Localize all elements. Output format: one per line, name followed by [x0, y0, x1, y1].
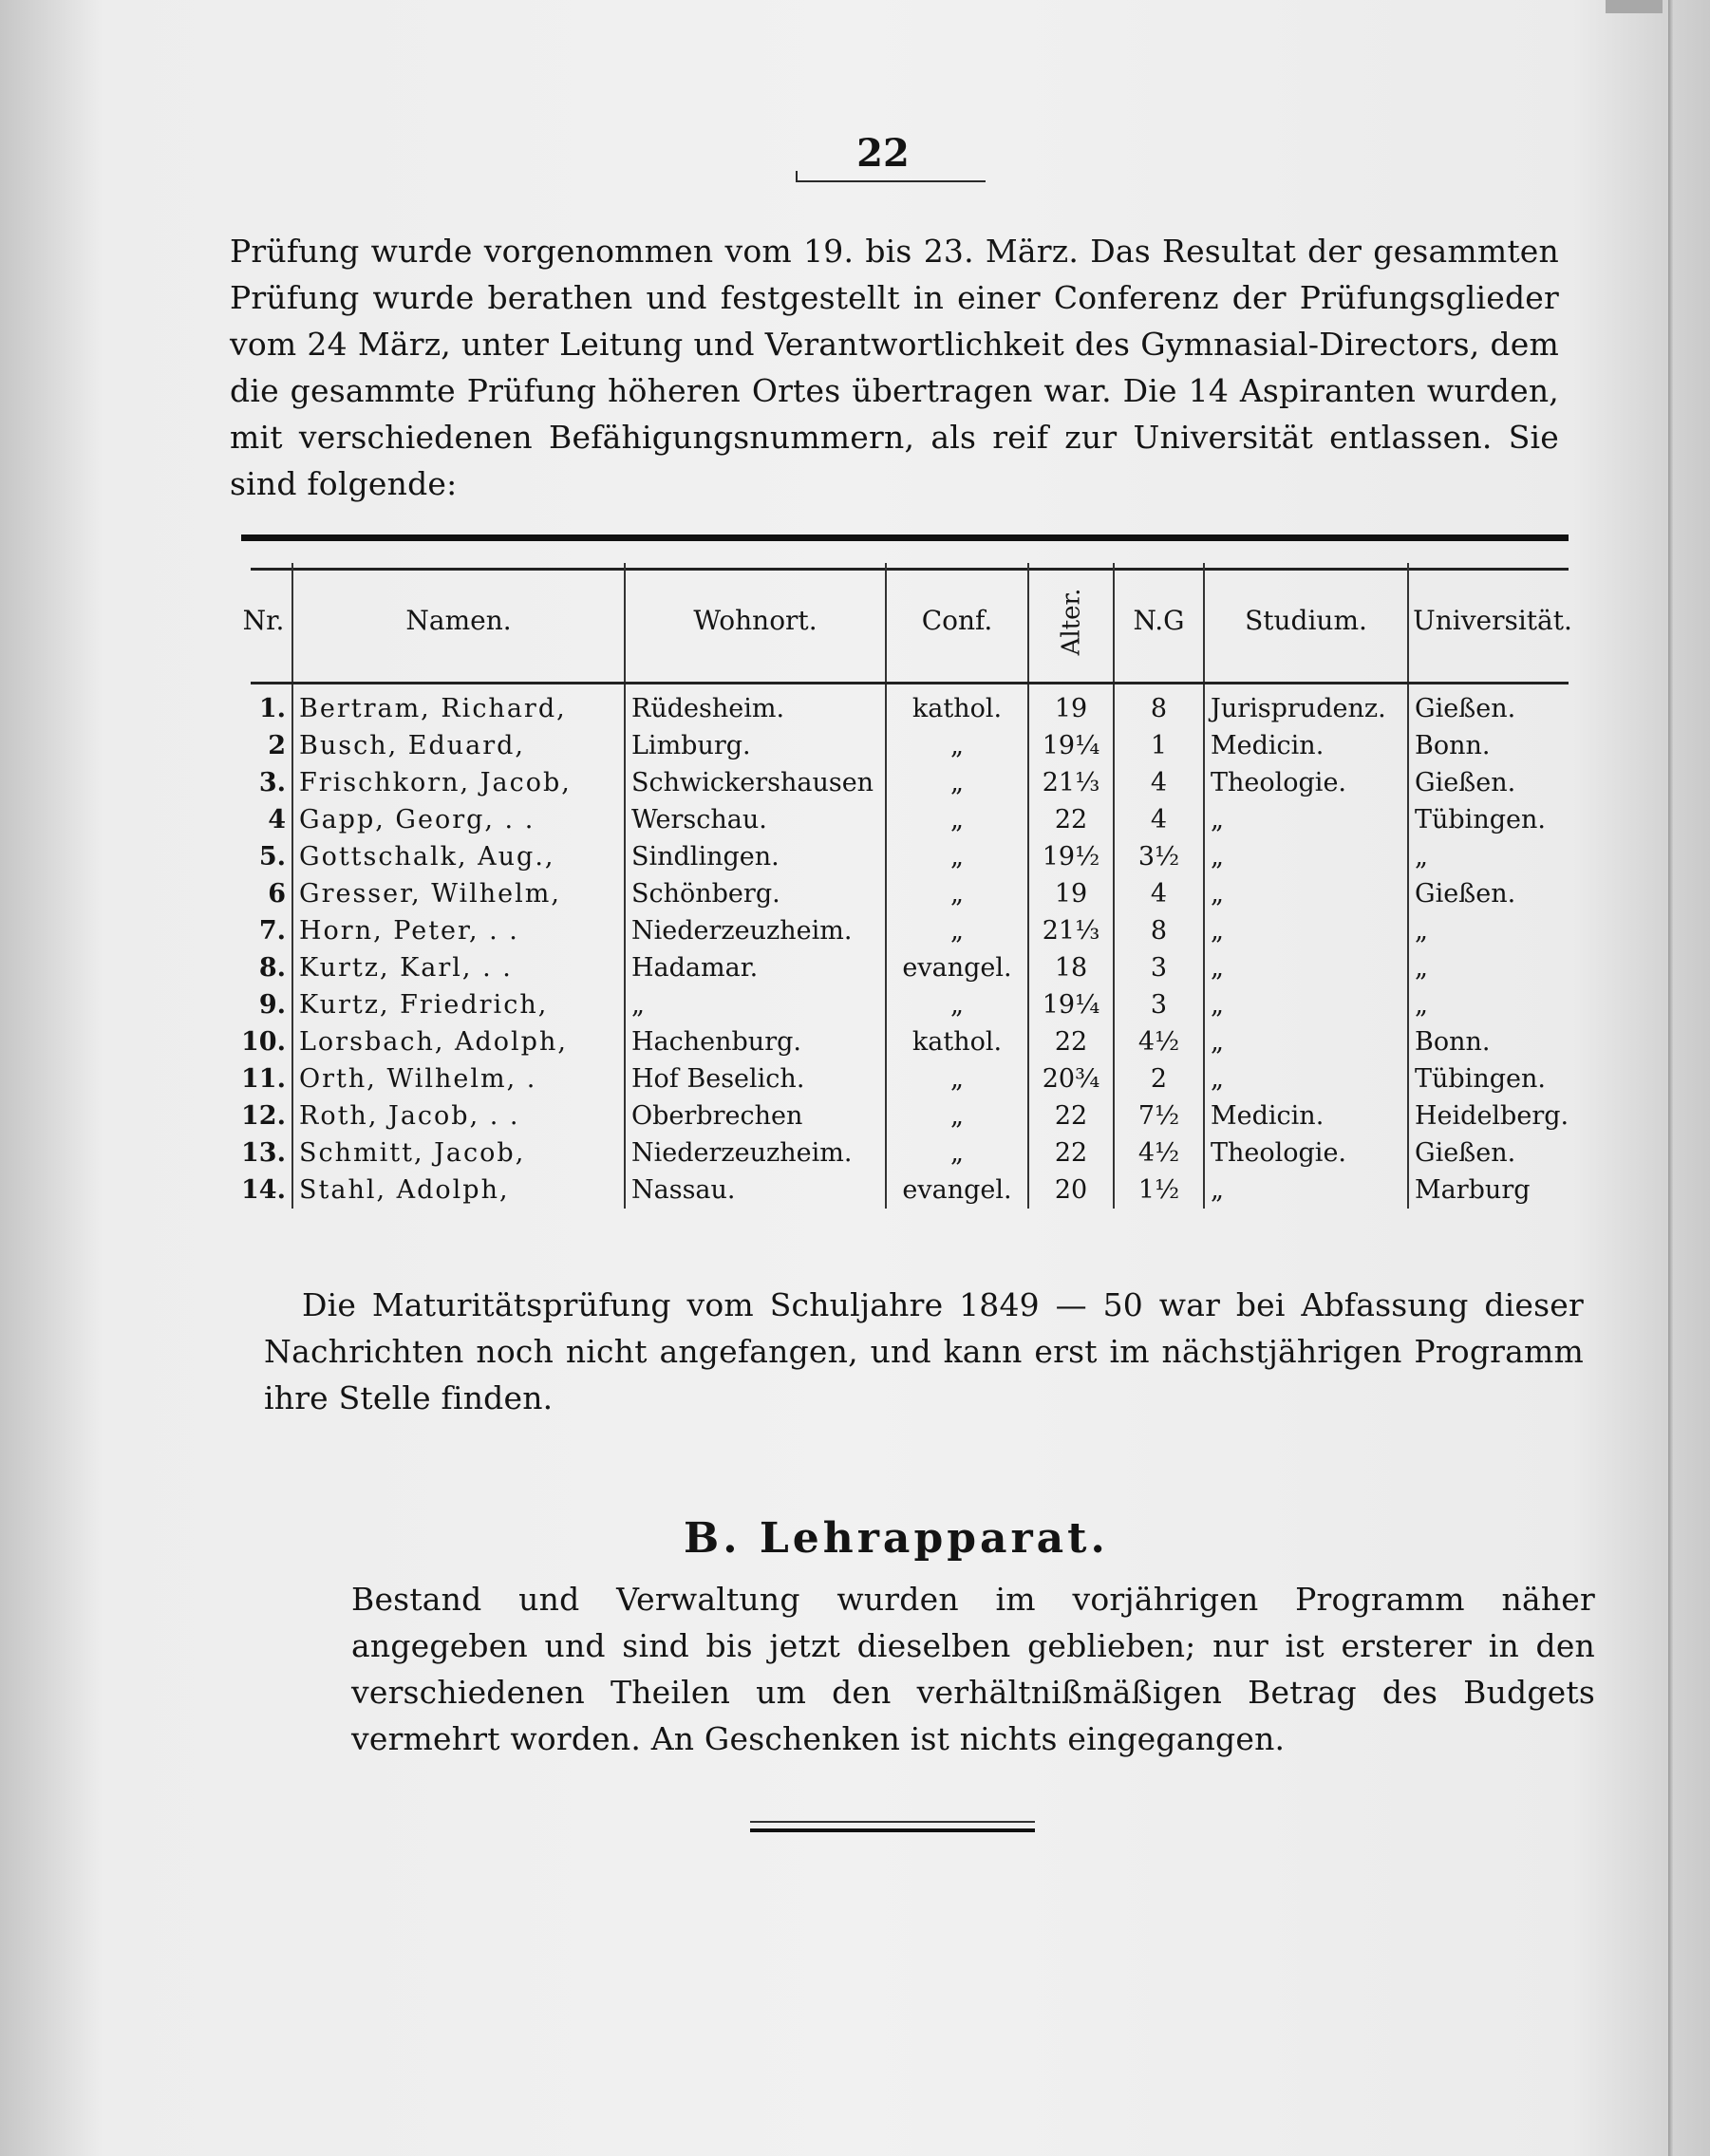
- row-conf: „: [886, 1134, 1028, 1172]
- row-wohnort: Hof Beselich.: [625, 1060, 886, 1097]
- row-alter: 19: [1028, 677, 1114, 727]
- row-ng: 4: [1114, 875, 1204, 912]
- table-row: [235, 1134, 1576, 1172]
- row-name: Gapp, Georg, . .: [292, 801, 625, 838]
- row-universitaet: Heidelberg.: [1408, 1097, 1576, 1134]
- row-wohnort: Schönberg.: [625, 875, 886, 912]
- row-studium: „: [1204, 949, 1408, 986]
- row-universitaet: Gießen.: [1408, 764, 1576, 801]
- table-row: [235, 1060, 1576, 1097]
- header-alter-label: Alter.: [1056, 588, 1085, 655]
- row-universitaet: Tübingen.: [1408, 1060, 1576, 1097]
- row-nr: 5.: [258, 842, 286, 872]
- row-conf: kathol.: [886, 677, 1028, 727]
- row-wohnort: „: [625, 986, 886, 1023]
- row-conf: evangel.: [886, 949, 1028, 986]
- row-wohnort: Schwickershausen: [625, 764, 886, 801]
- row-alter: 21⅓: [1028, 912, 1114, 949]
- row-name: Kurtz, Friedrich,: [292, 986, 625, 1023]
- row-name: Gresser, Wilhelm,: [292, 875, 625, 912]
- row-name: Orth, Wilhelm, .: [292, 1060, 625, 1097]
- row-ng: 8: [1114, 677, 1204, 727]
- row-alter: 19¼: [1028, 986, 1114, 1023]
- row-wohnort: Nassau.: [625, 1172, 886, 1209]
- table-header-row: [235, 563, 1576, 677]
- row-name: Frischkorn, Jacob,: [292, 764, 625, 801]
- table-row: [235, 1097, 1576, 1134]
- table-row: [235, 912, 1576, 949]
- page-number: 22: [856, 131, 910, 176]
- row-ng: 3: [1114, 986, 1204, 1023]
- row-alter: 21⅓: [1028, 764, 1114, 801]
- row-name: Lorsbach, Adolph,: [292, 1023, 625, 1060]
- row-alter: 19¼: [1028, 727, 1114, 764]
- row-wohnort: Oberbrechen: [625, 1097, 886, 1134]
- header-nr: Nr.: [242, 604, 285, 636]
- row-alter: 20: [1028, 1172, 1114, 1209]
- table-row: [235, 764, 1576, 801]
- row-ng: 3½: [1114, 838, 1204, 875]
- section-b-paragraph: Bestand und Verwaltung wurden im vorjährigen Programm näher angegeben und sind bis jetzt dieselben geblieben; nur ist ersterer in den verschiedenen Theilen um den verhältnißmäßigen Betrag des Budgets vermehrt worden. An Geschenken ist nichts eingegangen.: [351, 1581, 1595, 1757]
- page-number-rule: [796, 180, 986, 182]
- row-name: Busch, Eduard,: [292, 727, 625, 764]
- table-row: [235, 875, 1576, 912]
- header-namen: Namen.: [292, 563, 625, 677]
- row-name: Gottschalk, Aug.,: [292, 838, 625, 875]
- row-ng: 1½: [1114, 1172, 1204, 1209]
- aspirants-table-body: [235, 677, 1576, 1209]
- row-nr: 2: [268, 731, 286, 760]
- row-universitaet: Gießen.: [1408, 1134, 1576, 1172]
- row-universitaet: Tübingen.: [1408, 801, 1576, 838]
- row-studium: „: [1204, 1172, 1408, 1209]
- row-wohnort: Sindlingen.: [625, 838, 886, 875]
- row-universitaet: Marburg: [1408, 1172, 1576, 1209]
- row-studium: Jurisprudenz.: [1204, 677, 1408, 727]
- table-row: [235, 1023, 1576, 1060]
- row-alter: 22: [1028, 801, 1114, 838]
- row-alter: 22: [1028, 1097, 1114, 1134]
- row-name: Schmitt, Jacob,: [292, 1134, 625, 1172]
- row-nr: 4: [268, 805, 286, 834]
- table-row: [235, 801, 1576, 838]
- row-ng: 1: [1114, 727, 1204, 764]
- row-name: Bertram, Richard,: [292, 677, 625, 727]
- row-conf: „: [886, 912, 1028, 949]
- row-conf: „: [886, 801, 1028, 838]
- row-nr: 14.: [241, 1175, 286, 1205]
- row-universitaet: „: [1408, 912, 1576, 949]
- table-row: [235, 949, 1576, 986]
- row-ng: 4½: [1114, 1134, 1204, 1172]
- row-studium: „: [1204, 1023, 1408, 1060]
- row-universitaet: „: [1408, 838, 1576, 875]
- header-conf: Conf.: [886, 563, 1028, 677]
- row-alter: 18: [1028, 949, 1114, 986]
- row-name: Kurtz, Karl, . .: [292, 949, 625, 986]
- end-rule-thick: [750, 1828, 1035, 1832]
- row-studium: Theologie.: [1204, 1134, 1408, 1172]
- row-studium: Theologie.: [1204, 764, 1408, 801]
- table-row: [235, 727, 1576, 764]
- row-conf: „: [886, 1060, 1028, 1097]
- row-studium: „: [1204, 1060, 1408, 1097]
- row-alter: 22: [1028, 1134, 1114, 1172]
- row-nr: 8.: [258, 953, 286, 983]
- row-universitaet: „: [1408, 949, 1576, 986]
- row-nr: 9.: [258, 990, 286, 1020]
- row-conf: evangel.: [886, 1172, 1028, 1209]
- end-rule-thin: [750, 1821, 1035, 1823]
- header-alter: [1028, 563, 1114, 677]
- table-row: [235, 838, 1576, 875]
- aspirants-table: [235, 563, 1576, 1209]
- row-universitaet: Gießen.: [1408, 677, 1576, 727]
- row-conf: „: [886, 1097, 1028, 1134]
- row-studium: „: [1204, 912, 1408, 949]
- page-edge-mark: [1606, 0, 1663, 13]
- row-alter: 20¾: [1028, 1060, 1114, 1097]
- row-alter: 22: [1028, 1023, 1114, 1060]
- header-wohnort: Wohnort.: [625, 563, 886, 677]
- row-nr: 10.: [241, 1027, 286, 1057]
- row-ng: 4: [1114, 764, 1204, 801]
- header-ng: N.G: [1114, 563, 1204, 677]
- row-conf: kathol.: [886, 1023, 1028, 1060]
- table-header-bottom-rule: [251, 682, 1569, 684]
- row-ng: 8: [1114, 912, 1204, 949]
- intro-paragraph: Prüfung wurde vorgenommen vom 19. bis 23. März. Das Resultat der gesammten Prüfung wurde berathen und festgestellt in einer Conferenz der Prüfungsglieder vom 24 März, unter Leitung und Verantwortlichkeit des Gymnasial-Directors, dem die gesammte Prüfung höheren Ortes übertragen war. Die 14 Aspiranten wurden, mit verschiedenen Befähigungsnummern, als reif zur Universität entlassen. Sie sind folgende:: [230, 233, 1559, 502]
- row-ng: 3: [1114, 949, 1204, 986]
- row-wohnort: Hachenburg.: [625, 1023, 886, 1060]
- row-ng: 4½: [1114, 1023, 1204, 1060]
- row-studium: Medicin.: [1204, 727, 1408, 764]
- row-nr: 3.: [258, 768, 286, 797]
- row-ng: 7½: [1114, 1097, 1204, 1134]
- row-wohnort: Hadamar.: [625, 949, 886, 986]
- row-alter: 19: [1028, 875, 1114, 912]
- row-nr: 12.: [241, 1101, 286, 1131]
- row-studium: „: [1204, 801, 1408, 838]
- maturity-paragraph: Die Maturitätsprüfung vom Schuljahre 1849 — 50 war bei Abfassung dieser Nachrichten noch nicht angefangen, und kann erst im nächstjährigen Programm ihre Stelle finden.: [264, 1286, 1584, 1416]
- row-studium: „: [1204, 838, 1408, 875]
- row-name: Horn, Peter, . .: [292, 912, 625, 949]
- row-nr: 1.: [258, 694, 286, 723]
- row-alter: 19½: [1028, 838, 1114, 875]
- row-nr: 11.: [241, 1064, 286, 1094]
- row-conf: „: [886, 875, 1028, 912]
- section-b-heading: B. Lehrapparat.: [684, 1514, 1109, 1563]
- row-conf: „: [886, 838, 1028, 875]
- row-universitaet: Bonn.: [1408, 1023, 1576, 1060]
- row-nr: 6: [268, 879, 286, 909]
- row-conf: „: [886, 764, 1028, 801]
- row-wohnort: Niederzeuzheim.: [625, 912, 886, 949]
- table-top-rule: [241, 534, 1569, 541]
- table-row: [235, 1172, 1576, 1209]
- book-spine-shadow: [1668, 0, 1674, 2156]
- row-studium: „: [1204, 875, 1408, 912]
- row-nr: 7.: [258, 916, 286, 946]
- row-wohnort: Limburg.: [625, 727, 886, 764]
- header-studium: Studium.: [1204, 563, 1408, 677]
- row-studium: „: [1204, 986, 1408, 1023]
- row-universitaet: Gießen.: [1408, 875, 1576, 912]
- row-nr: 13.: [241, 1138, 286, 1168]
- row-studium: Medicin.: [1204, 1097, 1408, 1134]
- row-name: Roth, Jacob, . .: [292, 1097, 625, 1134]
- row-ng: 4: [1114, 801, 1204, 838]
- row-wohnort: Rüdesheim.: [625, 677, 886, 727]
- table-row: [235, 986, 1576, 1023]
- row-name: Stahl, Adolph,: [292, 1172, 625, 1209]
- row-universitaet: Bonn.: [1408, 727, 1576, 764]
- row-universitaet: „: [1408, 986, 1576, 1023]
- row-wohnort: Niederzeuzheim.: [625, 1134, 886, 1172]
- row-ng: 2: [1114, 1060, 1204, 1097]
- row-wohnort: Werschau.: [625, 801, 886, 838]
- row-conf: „: [886, 727, 1028, 764]
- header-universitaet: Universität.: [1408, 563, 1576, 677]
- row-conf: „: [886, 986, 1028, 1023]
